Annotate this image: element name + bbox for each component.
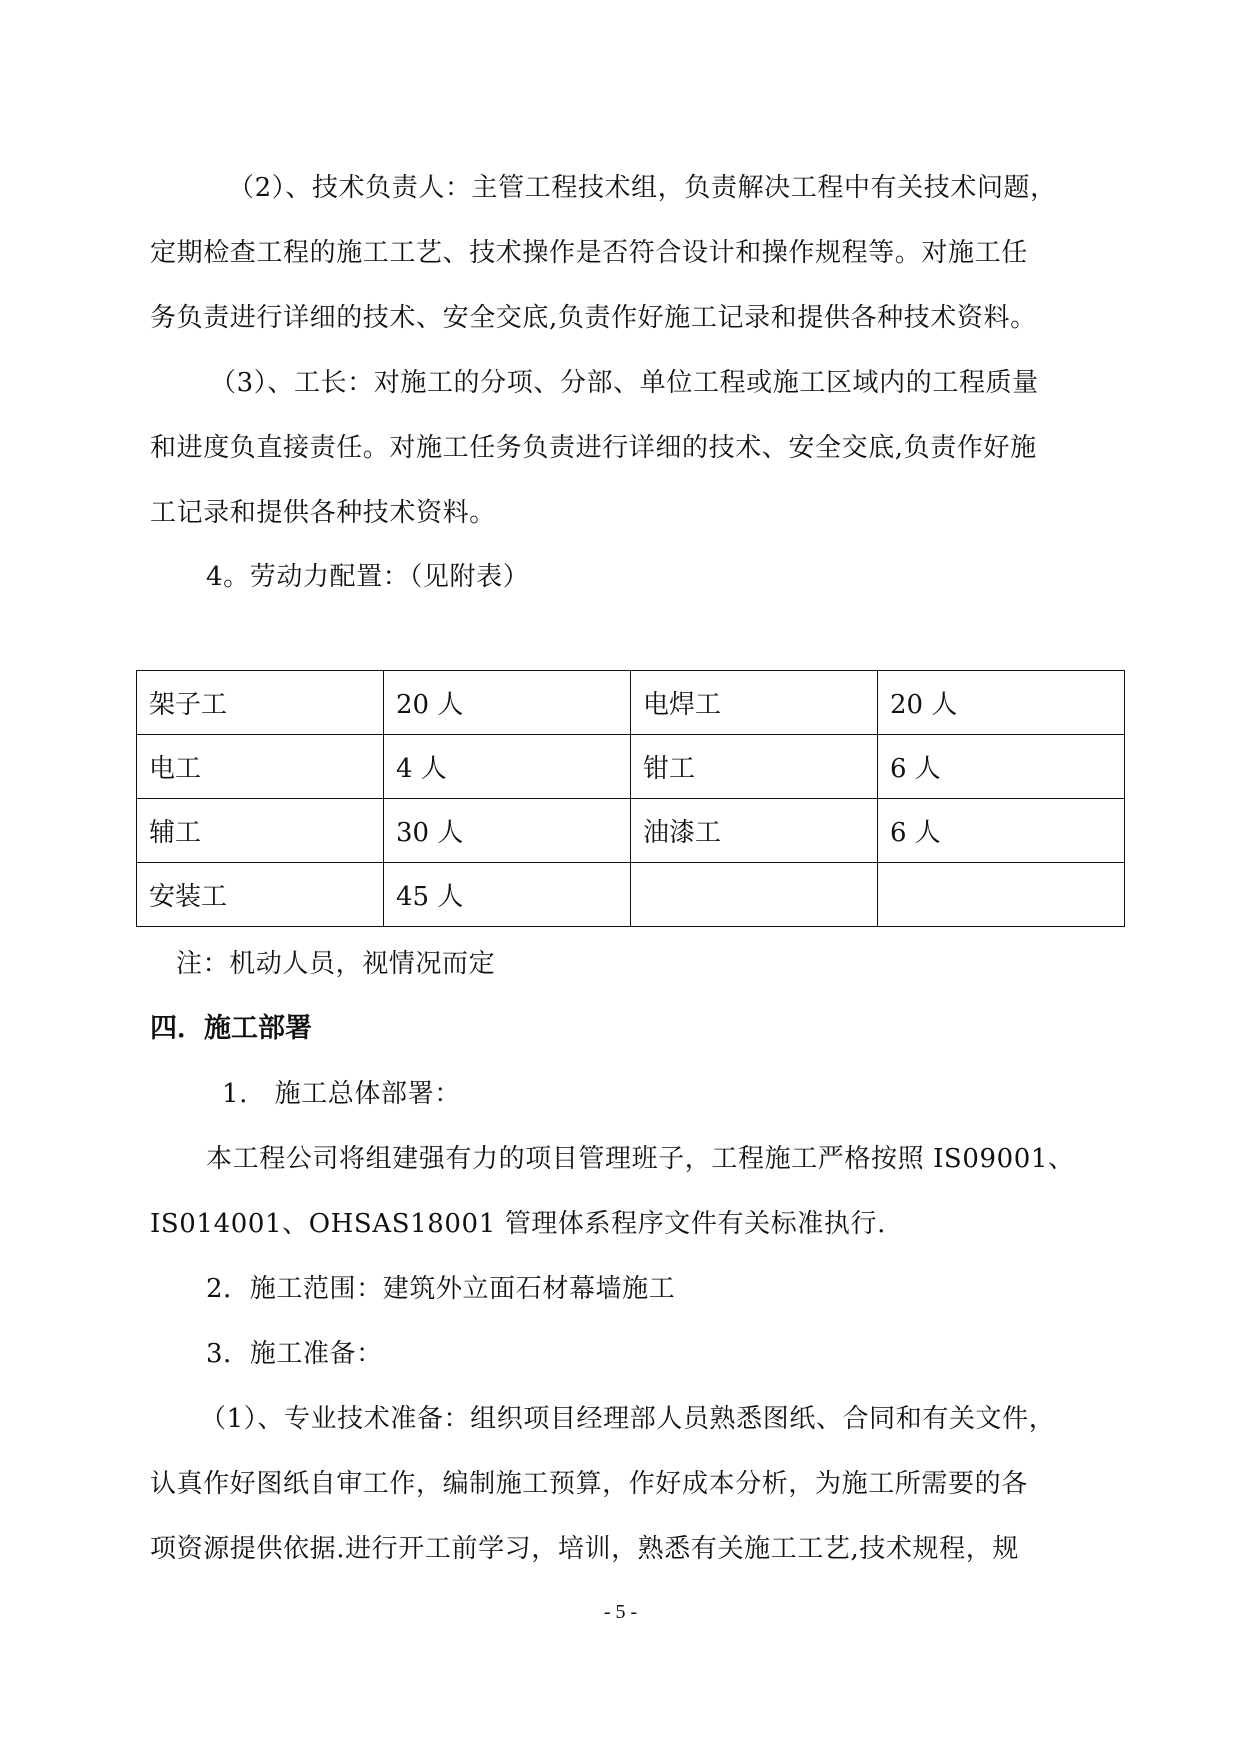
table-cell: 6 人 (878, 799, 1125, 863)
table-cell: 辅工 (137, 799, 384, 863)
paragraph-deployment-line-1: 本工程公司将组建强有力的项目管理班子，工程施工严格按照 IS09001、 (206, 1144, 1075, 1174)
table-cell: 架子工 (137, 671, 384, 735)
table-cell: 电焊工 (631, 671, 878, 735)
paragraph-deployment-line-2: IS014001、OHSAS18001 管理体系程序文件有关标准执行. (150, 1209, 886, 1239)
section-item-preparation: 3．施工准备： (206, 1339, 383, 1369)
table-cell (878, 863, 1125, 927)
table-row (137, 863, 1125, 927)
table-cell: 20 人 (878, 671, 1125, 735)
paragraph-foreman-line-3: 工记录和提供各种技术资料。 (150, 498, 496, 528)
table-cell: 4 人 (384, 735, 631, 799)
table-cell: 电工 (137, 735, 384, 799)
paragraph-tech-lead-line-1: （2）、技术负责人：主管工程技术组，负责解决工程中有关技术问题， (228, 173, 1057, 203)
table-cell: 30 人 (384, 799, 631, 863)
table-row (137, 799, 1125, 863)
table-cell: 45 人 (384, 863, 631, 927)
table-cell: 安装工 (137, 863, 384, 927)
table-cell (631, 863, 878, 927)
table-row (137, 735, 1125, 799)
page-number: - 5 - (603, 1601, 638, 1623)
table-row (137, 671, 1125, 735)
table-cell: 20 人 (384, 671, 631, 735)
paragraph-tech-lead-line-2: 定期检查工程的施工工艺、技术操作是否符合设计和操作规程等。对施工任 (150, 238, 1028, 268)
section-item-overall-deployment: 1. 施工总体部署： (222, 1079, 461, 1109)
section-item-scope: 2．施工范围：建筑外立面石材幕墙施工 (206, 1274, 676, 1304)
paragraph-foreman-line-2: 和进度负直接责任。对施工任务负责进行详细的技术、安全交底,负责作好施 (150, 433, 1037, 463)
labor-allocation-table (136, 670, 1125, 927)
paragraph-preparation-line-1: （1）、专业技术准备：组织项目经理部人员熟悉图纸、合同和有关文件， (200, 1404, 1056, 1434)
paragraph-preparation-line-2: 认真作好图纸自审工作，编制施工预算，作好成本分析，为施工所需要的各 (150, 1469, 1028, 1499)
section-heading: 四．施工部署 (150, 1013, 312, 1044)
paragraph-foreman-line-1: （3）、工长：对施工的分项、分部、单位工程或施工区域内的工程质量 (210, 368, 1039, 398)
table-cell: 钳工 (631, 735, 878, 799)
labor-allocation-title: 4。劳动力配置：（见附表） (206, 562, 530, 592)
table-cell: 6 人 (878, 735, 1125, 799)
table-cell: 油漆工 (631, 799, 878, 863)
paragraph-preparation-line-3: 项资源提供依据.进行开工前学习，培训，熟悉有关施工工艺,技术规程，规 (150, 1534, 1019, 1564)
paragraph-tech-lead-line-3: 务负责进行详细的技术、安全交底,负责作好施工记录和提供各种技术资料。 (150, 303, 1037, 333)
table-note: 注：机动人员，视情况而定 (176, 949, 496, 979)
